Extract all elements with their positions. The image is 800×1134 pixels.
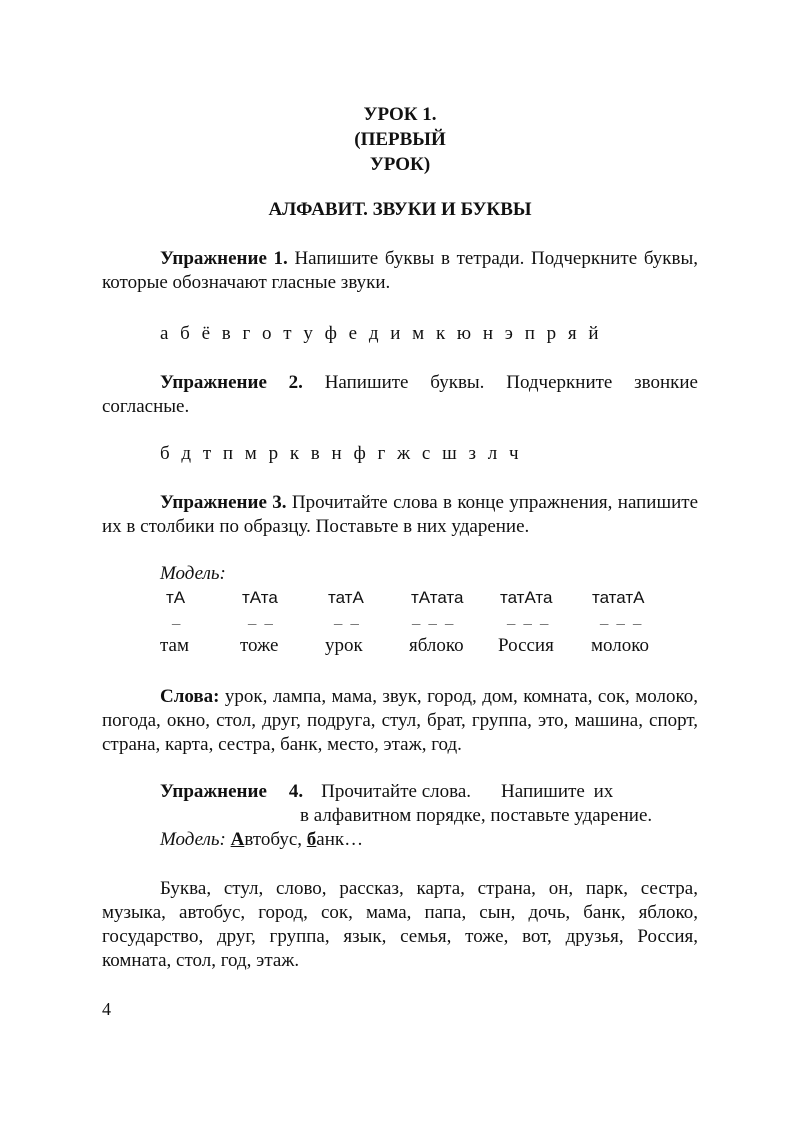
exercise-4-line-1 — [160, 781, 613, 803]
page-number: 4 — [102, 999, 111, 1019]
exercise-3-words-label: Слова: — [160, 686, 220, 707]
pattern-2: тАта — [242, 588, 278, 607]
exercise-4-model-label: Модель: — [160, 829, 226, 850]
exercise-3-text: Прочитайте слова в конце упражнения, напишите их в столбики по образцу. Поставьте в них ударение. — [102, 492, 699, 537]
dash-1: _ — [172, 610, 183, 627]
exercise-2-instructions — [102, 371, 698, 419]
example-2: тоже — [240, 635, 279, 656]
exercise-4-words: Буква, стул, слово, рассказ, карта, страна, он, парк, сестра, музыка, автобус, город, сок, мама, папа, сын, дочь, банк, яблоко, государство, друг, группа, язык, семья, тоже, вот, друзья, Россия, комната, стол, год, этаж. — [102, 878, 698, 971]
exercise-4-label: Упражнение — [160, 781, 267, 802]
example-5: Россия — [498, 635, 554, 656]
exercise-1-letters: а б ё в г о т у ф е д и м к ю н э п р я й — [160, 323, 600, 344]
lesson-title-line-3: УРОК) — [369, 154, 431, 175]
dash-2: _ _ — [248, 610, 275, 627]
exercise-3-model-label: Модель: — [160, 563, 226, 584]
stress-letter-b: б — [306, 829, 317, 850]
stress-letter-a: А — [230, 829, 245, 850]
lesson-title-line-1: УРОК 1. — [363, 104, 437, 125]
pattern-1: тА — [166, 588, 186, 607]
example-4: яблоко — [409, 635, 464, 656]
exercise-2-letters: б д т п м р к в н ф г ж с ш з л ч — [160, 443, 520, 464]
exercise-4-text-1: Прочитайте слова. — [321, 781, 472, 802]
exercise-1-instructions — [102, 247, 698, 295]
pattern-6: тататА — [592, 588, 645, 607]
exercise-3-label: Упражнение 3. — [160, 492, 287, 513]
dash-6: _ _ _ — [600, 610, 644, 627]
example-6: молоко — [591, 635, 650, 656]
pattern-5: татАта — [500, 588, 553, 607]
exercise-1-label: Упражнение 1. — [160, 248, 288, 269]
exercise-2-label: Упражнение 2. — [160, 372, 303, 393]
example-1: там — [160, 635, 189, 656]
dash-5: _ _ _ — [507, 610, 551, 627]
lesson-title-line-2: (ПЕРВЫЙ — [354, 129, 446, 150]
exercise-3-words — [102, 685, 698, 757]
exercise-2-text: Напишите буквы. Подчеркните звонкие согласные. — [102, 372, 698, 417]
lesson-title — [0, 102, 800, 177]
example-3: урок — [325, 635, 363, 656]
exercise-3-words-text: урок, лампа, мама, звук, город, дом, комната, сок, молоко, погода, окно, стол, друг, подруга, стул, брат, группа, это, машина, спорт, страна, карта, сестра, банк, место, этаж, год. — [102, 686, 698, 755]
model-word-a-rest: втобус, — [244, 829, 307, 850]
exercise-4-number: 4. — [288, 781, 304, 802]
exercise-4-text-2: Напишите их — [501, 781, 614, 802]
exercise-4-line-2: в алфавитном порядке, поставьте ударение. — [300, 805, 653, 826]
exercise-3-instructions — [102, 491, 698, 539]
section-title: АЛФАВИТ. ЗВУКИ И БУКВЫ — [268, 199, 532, 220]
pattern-3: татА — [328, 588, 364, 607]
dash-3: _ _ — [334, 610, 361, 627]
dash-4: _ _ _ — [412, 610, 456, 627]
pattern-4: тАтата — [411, 588, 464, 607]
exercise-1-text: Напишите буквы в тетради. Подчеркните буквы, которые обозначают гласные звуки. — [102, 248, 698, 293]
model-word-b-rest: анк… — [316, 829, 364, 850]
exercise-4-model — [160, 829, 363, 851]
